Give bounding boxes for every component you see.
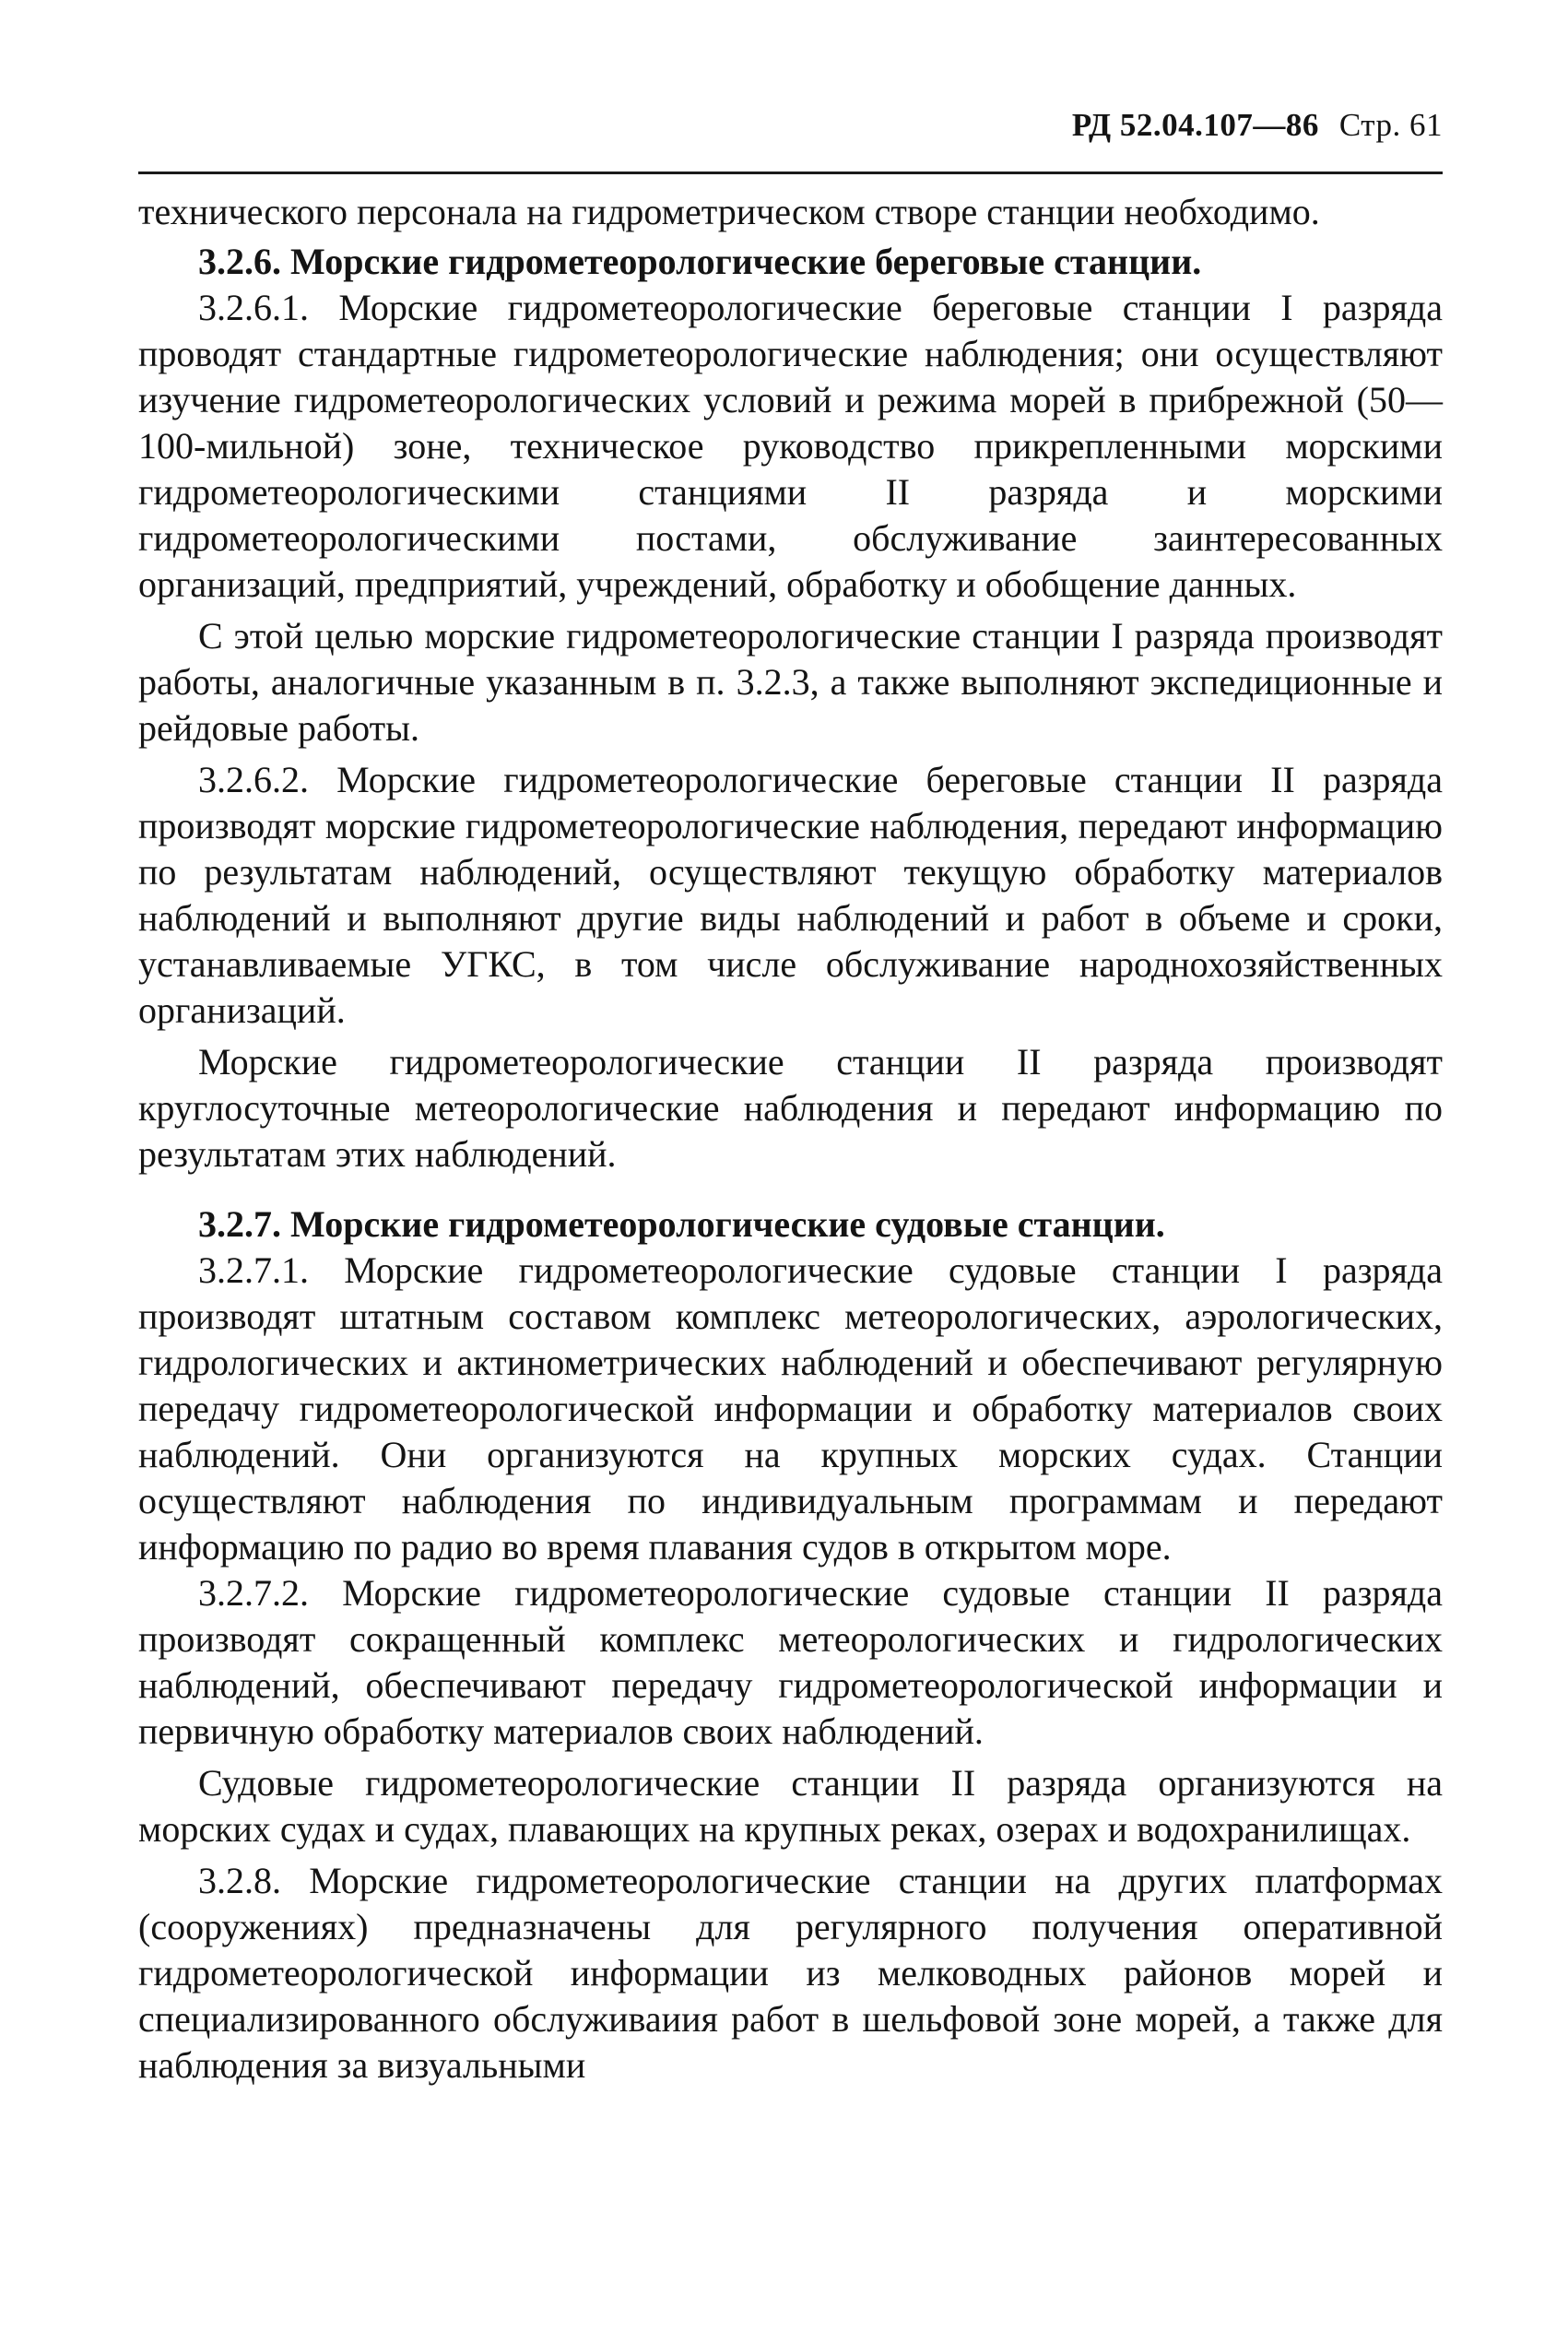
- document-code: РД 52.04.107—86: [1071, 107, 1319, 143]
- paragraph-3-2-7-2-cont: Судовые гидрометеорологические станции II разряда организуются на морских судах и судах, плавающих на крупных реках, озерах и водохранилищах.: [138, 1762, 1443, 1850]
- paragraph-3-2-7-2: 3.2.7.2. Морские гидрометеорологические судовые станции II разряда производят сокращенный комплекс метеорологических и гидрологических наблюдений, обеспечивают передачу гидрометеорологической информации и первичную обработку материалов своих наблюдений.: [138, 1572, 1443, 1752]
- header-rule: [138, 172, 1443, 174]
- paragraph-3-2-6-2-cont: Морские гидрометеорологические станции II разряда производят круглосуточные метеорологические наблюдения и передают информацию по результатам этих наблюдений.: [138, 1041, 1443, 1175]
- paragraph-3-2-6-1: 3.2.6.1. Морские гидрометеорологические береговые станции I разряда проводят стандартные гидрометеорологические наблюдения; они осуществляют изучение гидрометеорологических условий и режима морей в прибрежной (50—100-мильной) зоне, техническое руководство прикрепленными морскими гидрометеорологическими станциями II разряда и морскими гидрометеорологическими постами, обслуживание заинтересованных организаций, предприятий, учреждений, обработку и обобщение данных.: [138, 287, 1443, 605]
- body-text: [138, 189, 1443, 2088]
- paragraph-continued: технического персонала на гидрометрическом створе станции необходимо.: [138, 191, 1320, 232]
- running-header: [138, 101, 1443, 149]
- paragraph-3-2-8: 3.2.8. Морские гидрометеорологические станции на других платформах (сооружениях) предназначены для регулярного получения оперативной гидрометеорологической информации из мелководных районов морей и специализированного обслуживаиия работ в шельфовой зоне морей, а также для наблюдения за визуальными: [138, 1860, 1443, 2086]
- paragraph-3-2-6-2: 3.2.6.2. Морские гидрометеорологические береговые станции II разряда производят морские гидрометеорологические наблюдения, передают информацию по результатам наблюдений, осуществляют текущую обработку материалов наблюдений и выполняют другие виды наблюдений и работ в объеме и сроки, устанавливаемые УГКС, в том числе обслуживание народнохозяйственных организаций.: [138, 759, 1443, 1031]
- page-number: Стр. 61: [1338, 107, 1443, 143]
- section-heading-3-2-6: 3.2.6. Морские гидрометеорологические береговые станции.: [198, 241, 1202, 282]
- paragraph-3-2-7-1: 3.2.7.1. Морские гидрометеорологические судовые станции I разряда производят штатным составом комплекс метеорологических, аэрологических, гидрологических и актинометрических наблюдений и обеспечивают регулярную передачу гидрометеорологической информации и обработку материалов своих наблюдений. Они организуются на крупных морских судах. Станции осуществляют наблюдения по индивидуальным программам и передают информацию по радио во время плавания судов в открытом море.: [138, 1249, 1443, 1568]
- document-page: [138, 101, 1443, 2088]
- paragraph-3-2-6-1-cont: С этой целью морские гидрометеорологические станции I разряда производят работы, аналогичные указанным в п. 3.2.3, а также выполняют экспедиционные и рейдовые работы.: [138, 615, 1443, 749]
- section-heading-3-2-7: 3.2.7. Морские гидрометеорологические судовые станции.: [198, 1203, 1165, 1245]
